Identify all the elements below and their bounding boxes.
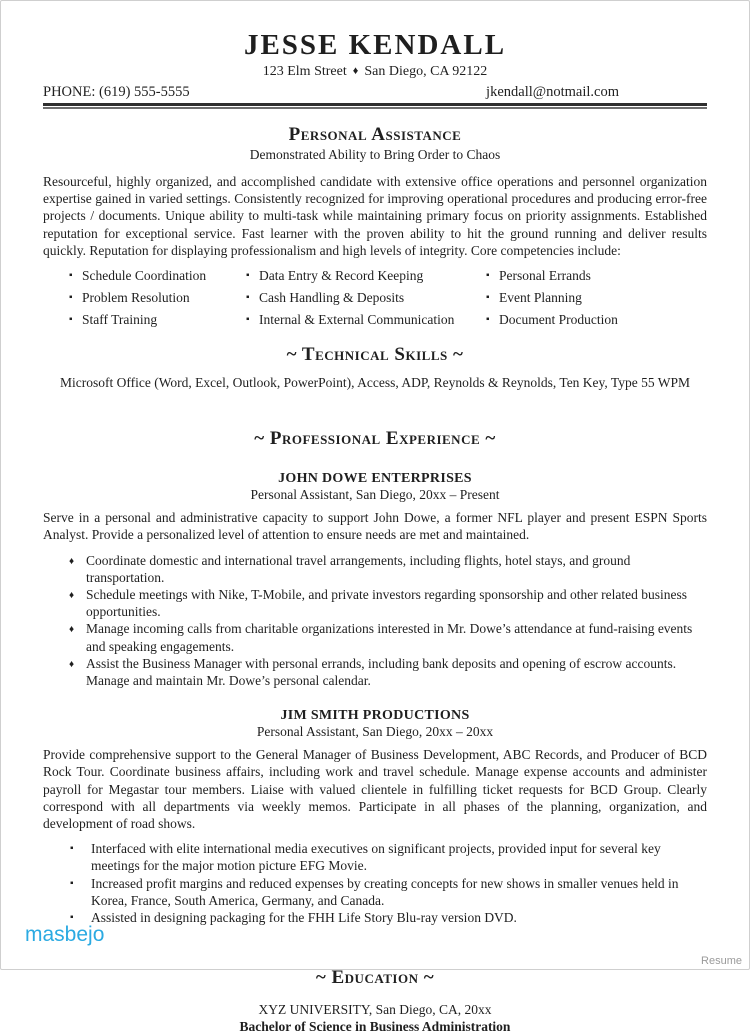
job-bullet-list <box>68 840 707 926</box>
list-item: ▪ Assisted in designing packaging for the FHH Life Story Blu-ray version DVD. <box>68 909 707 926</box>
education-section <box>43 966 707 1035</box>
phone-number: PHONE: (619) 555-5555 <box>43 84 190 100</box>
candidate-name: JESSE KENDALL <box>243 29 507 61</box>
job-meta: Personal Assistant, San Diego, 20xx – Present <box>250 487 500 503</box>
experience-section <box>43 427 707 926</box>
technical-skills-text: Microsoft Office (Word, Excel, Outlook, PowerPoint), Access, ADP, Reynolds & Reynolds, Ten Key, Type 55 WPM <box>60 375 690 391</box>
company-name: JOHN DOWE ENTERPRISES <box>278 471 472 487</box>
watermark: masbejo <box>25 923 105 946</box>
list-item: ♦ Assist the Business Manager with personal errands, including bank deposits and opening of escrow accounts. Manage and maintain Mr. Dowe’s personal calendar. <box>69 655 707 689</box>
job-description: Provide comprehensive support to the General Manager of Business Development, ABC Records, and Producer of BCD Rock Tour. Coordinate business affairs, including work and travel schedule. Manage expense accounts and administer payroll for Megastar tour members. Liaise with valued clientele in fulfilling ticket requests for BCD Group. Clearly correspond with all departments via weekly memos. Participate in all phases of the planning, organization, and development of road shows. <box>43 747 707 832</box>
experience-title: ~ Professional Experience ~ <box>254 428 496 450</box>
competency-column-2 <box>246 265 486 331</box>
degree-line: Bachelor of Science in Business Administration <box>239 1019 511 1035</box>
list-item: ▪ Data Entry & Record Keeping <box>246 265 486 287</box>
summary-subtitle: Demonstrated Ability to Bring Order to Chaos <box>249 147 501 162</box>
job-meta: Personal Assistant, San Diego, 20xx – 20xx <box>256 724 494 740</box>
competency-column-1 <box>69 265 246 331</box>
list-item: ▪ Internal & External Communication <box>246 309 486 331</box>
email-address: jkendall@notmail.com <box>486 84 619 100</box>
list-item: ▪ Event Planning <box>486 287 707 309</box>
company-name: JIM SMITH PRODUCTIONS <box>280 708 470 724</box>
school-line: XYZ UNIVERSITY, San Diego, CA, 20xx <box>258 1002 492 1018</box>
job-entry <box>43 707 707 926</box>
list-item: ▪ Personal Errands <box>486 265 707 287</box>
list-item: ▪ Document Production <box>486 309 707 331</box>
resume-header <box>43 27 707 109</box>
header-divider <box>43 103 707 109</box>
job-bullet-list <box>69 552 707 690</box>
job-description: Serve in a personal and administrative capacity to support John Dowe, a former NFL player and present ESPN Sports Analyst. Provide a personalized level of attention to ensure needs are met and maintained. <box>43 510 707 543</box>
competency-column-3 <box>486 265 707 331</box>
list-item: ♦ Coordinate domestic and international travel arrangements, including flights, hotel stays, and ground transportation. <box>69 552 707 586</box>
address-line <box>43 63 707 81</box>
list-item: ▪ Cash Handling & Deposits <box>246 287 486 309</box>
contact-row <box>43 83 707 101</box>
street-address: 123 Elm Street <box>262 64 347 79</box>
summary-paragraph: Resourceful, highly organized, and accomplished candidate with extensive office operations and personnel organization expertise gained in varied settings. Consistently recognized for improving operational procedures and producing error-free projects / documents. Unique ability to multi-task while maintaining primary focus on priority assignments. Established reputation for exceptional service. Fast learner with the proven ability to hit the ground running and deliver results quickly. Reputation for displaying professionalism and high levels of integrity. Core competencies include: <box>43 174 707 258</box>
footer-label: Resume <box>701 955 742 967</box>
list-item: ♦ Manage incoming calls from charitable organizations interested in Mr. Dowe’s attendance at fund-raising events and speaking engagements. <box>69 620 707 654</box>
list-item: ▪ Staff Training <box>69 309 246 331</box>
list-item: ▪ Interfaced with elite international media executives on significant projects, provided input for several key meetings for the major motion picture EFG Movie. <box>68 840 707 874</box>
competency-columns <box>43 265 707 331</box>
technical-skills-title: ~ Technical Skills ~ <box>286 344 464 366</box>
summary-title: Personal Assistance <box>288 124 462 145</box>
list-item: ♦ Schedule meetings with Nike, T-Mobile, and private investors regarding sponsorship and other related business opportunities. <box>69 586 707 620</box>
list-item: ▪ Increased profit margins and reduced expenses by creating concepts for new shows in smaller venues held in Korea, France, South America, Germany, and Canada. <box>68 875 707 909</box>
list-item: ▪ Problem Resolution <box>69 287 246 309</box>
education-title: ~ Education ~ <box>315 967 435 989</box>
job-entry <box>43 470 707 689</box>
diamond-separator-icon: ♦ <box>352 65 359 77</box>
summary-section <box>43 123 707 331</box>
list-item: ▪ Schedule Coordination <box>69 265 246 287</box>
technical-skills-section <box>43 343 707 391</box>
city-state-zip: San Diego, CA 92122 <box>364 64 488 79</box>
